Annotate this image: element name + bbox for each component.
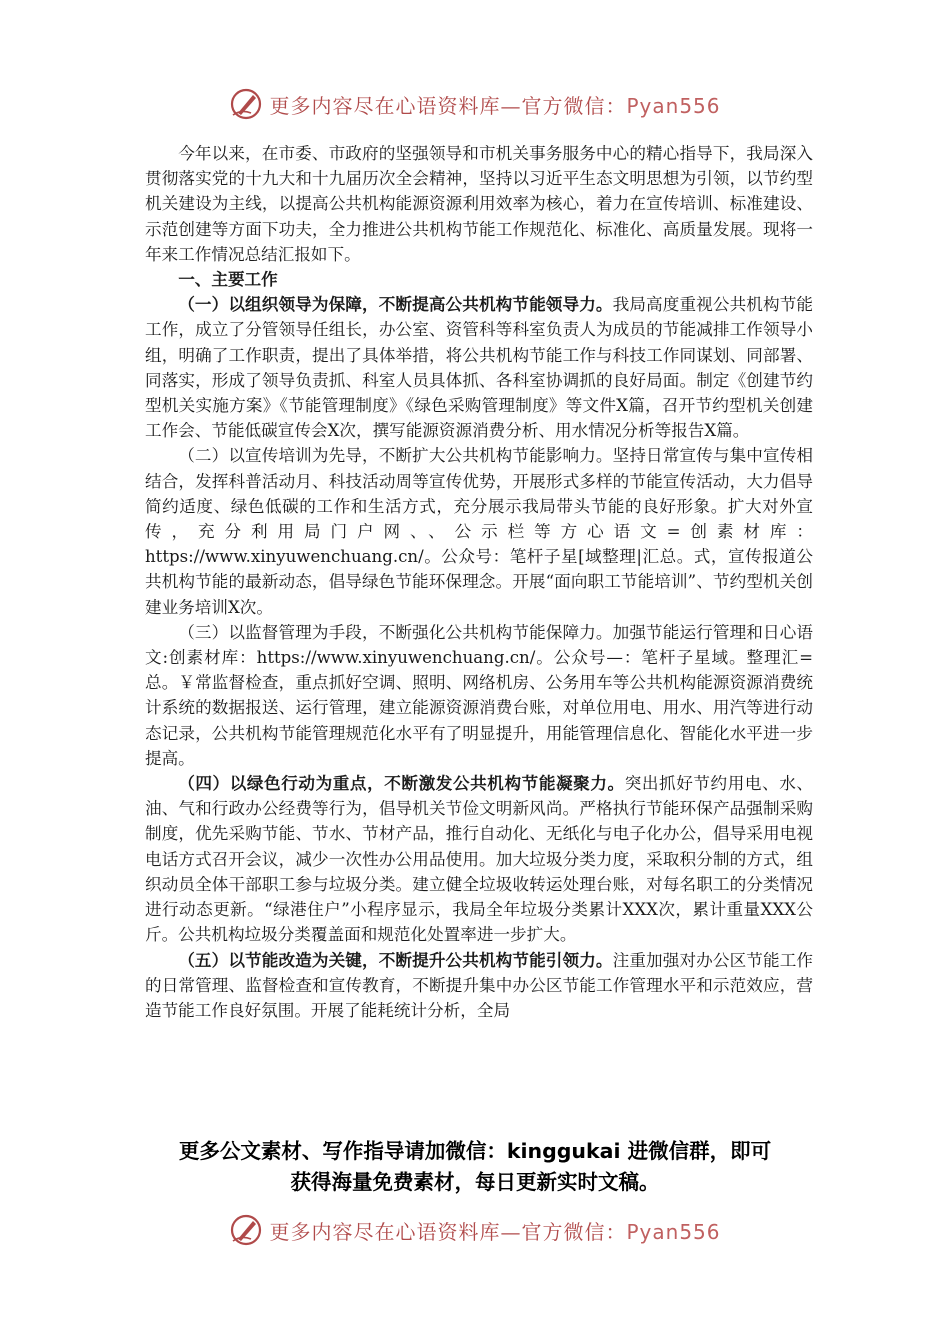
watermark-header (0, 84, 950, 124)
watermark-footer (0, 1210, 950, 1250)
paragraph-5-lead: （五）以节能改造为关键，不断提升公共机构节能引领力。 (178, 950, 613, 970)
paragraph-4 (145, 771, 813, 947)
pen-circle-icon (229, 1213, 263, 1247)
pen-circle-icon (229, 87, 263, 121)
watermark-text: 更多内容尽在心语资料库—官方微信：Pyan556 (269, 93, 721, 118)
paragraph-2: （二）以宣传培训为先导，不断扩大公共机构节能影响力。坚持日常宣传与集中宣传相结合，发挥科普活动月、科技活动周等宣传优势，开展形式多样的节能宣传活动，大力倡导简约适度、绿色低碳的工作和生活方式，充分展示我局带头节能的良好形象。扩大对外宣传，充分利用局门户网、、公示栏等方心语文=创素材库：https://www.xinyuwenchuang.cn/。公众号：笔杆子星[域整理|汇总。式，宣传报道公共机构节能的最新动态，倡导绿色节能环保理念。开展“面向职工节能培训”、节约型机关创建业务培训X次。 (145, 446, 813, 617)
paragraph-3: （三）以监督管理为手段，不断强化公共机构节能保障力。加强节能运行管理和日心语文:创素材库：https://www.xinyuwenchuang.cn/。公众号—：笔杆子星域。整理汇=总。￥常监督检查，重点抓好空调、照明、网络机房、公务用车等公共机构能源资源消费统计系统的数据报送、运行管理，建立能源资源消费台账，对单位用电、用水、用汽等进行动态记录，公共机构节能管理规范化水平有了明显提升，用能管理信息化、智能化水平进一步提高。 (145, 622, 813, 768)
paragraph-1-lead: （一）以组织领导为保障，不断提高公共机构节能领导力。 (178, 295, 613, 315)
intro-paragraph: 今年以来，在市委、市政府的坚强领导和市机关事务服务中心的精心指导下，我局深入贯彻落实党的十九大和十九届历次全会精神，坚持以习近平生态文明思想为引领，以节约型机关建设为主线，以提高公共机构能源资源利用效率为核心，着力在宣传培训、标准建设、示范创建等方面下功夫，全力推进公共机构节能工作规范化、标准化、高质量发展。现将一年来工作情况总结汇报如下。 (145, 144, 813, 264)
paragraph-5 (145, 948, 813, 1024)
promo-line-1: 更多公文素材、写作指导请加微信：kinggukai 进微信群，即可 (178, 1139, 772, 1163)
watermark-text: 更多内容尽在心语资料库—官方微信：Pyan556 (269, 1219, 721, 1244)
paragraph-4-text: 突出抓好节约用电、水、油、气和行政办公经费等行为，倡导机关节俭文明新风尚。严格执行节能环保产品强制采购制度，优先采购节能、节水、节材产品，推行自动化、无纸化与电子化办公，倡导采用电视电话方式召开会议，减少一次性办公用品使用。加大垃圾分类力度，采取积分制的方式，组织动员全体干部职工参与垃圾分类。建立健全垃圾收转运处理台账，对每名职工的分类情况进行动态更新。“绿港住户”小程序显示，我局全年垃圾分类累计XXX次，累计重量XXX公斤。公共机构垃圾分类覆盖面和规范化处置率进一步扩大。 (145, 774, 814, 945)
promo-line-2: 获得海量免费素材，每日更新实时文稿。 (290, 1170, 660, 1194)
watermark-account: Pyan556 (626, 93, 721, 118)
section-heading: 一、主要工作 (178, 270, 278, 290)
paragraph-1-text: 我局高度重视公共机构节能工作，成立了分管领导任组长，办公室、资管科等科室负责人为成员的节能减排工作领导小组，明确了工作职责，提出了具体举措，将公共机构节能工作与科技工作同谋划、同部署、同落实，形成了领导负责抓、科室人员具体抓、各科室协调抓的良好局面。制定《创建节约型机关实施方案》《节能管理制度》《绿色采购管理制度》等文件X篇，召开节约型机关创建工作会、节能低碳宣传会X次，撰写能源资源消费分析、用水情况分析等报告X篇。 (145, 295, 814, 441)
paragraph-4-lead: （四）以绿色行动为重点，不断激发公共机构节能凝聚力。 (178, 774, 625, 794)
promo-banner (0, 1136, 950, 1198)
paragraph-1 (145, 292, 813, 443)
paragraph-5-text: 注重加强对办公区节能工作的日常管理、监督检查和宣传教育，不断提升集中办公区节能工作管理水平和示范效应，营造节能工作良好氛围。开展了能耗统计分析，全局 (145, 950, 814, 1020)
watermark-account: Pyan556 (626, 1219, 721, 1244)
document-body (145, 141, 813, 1023)
